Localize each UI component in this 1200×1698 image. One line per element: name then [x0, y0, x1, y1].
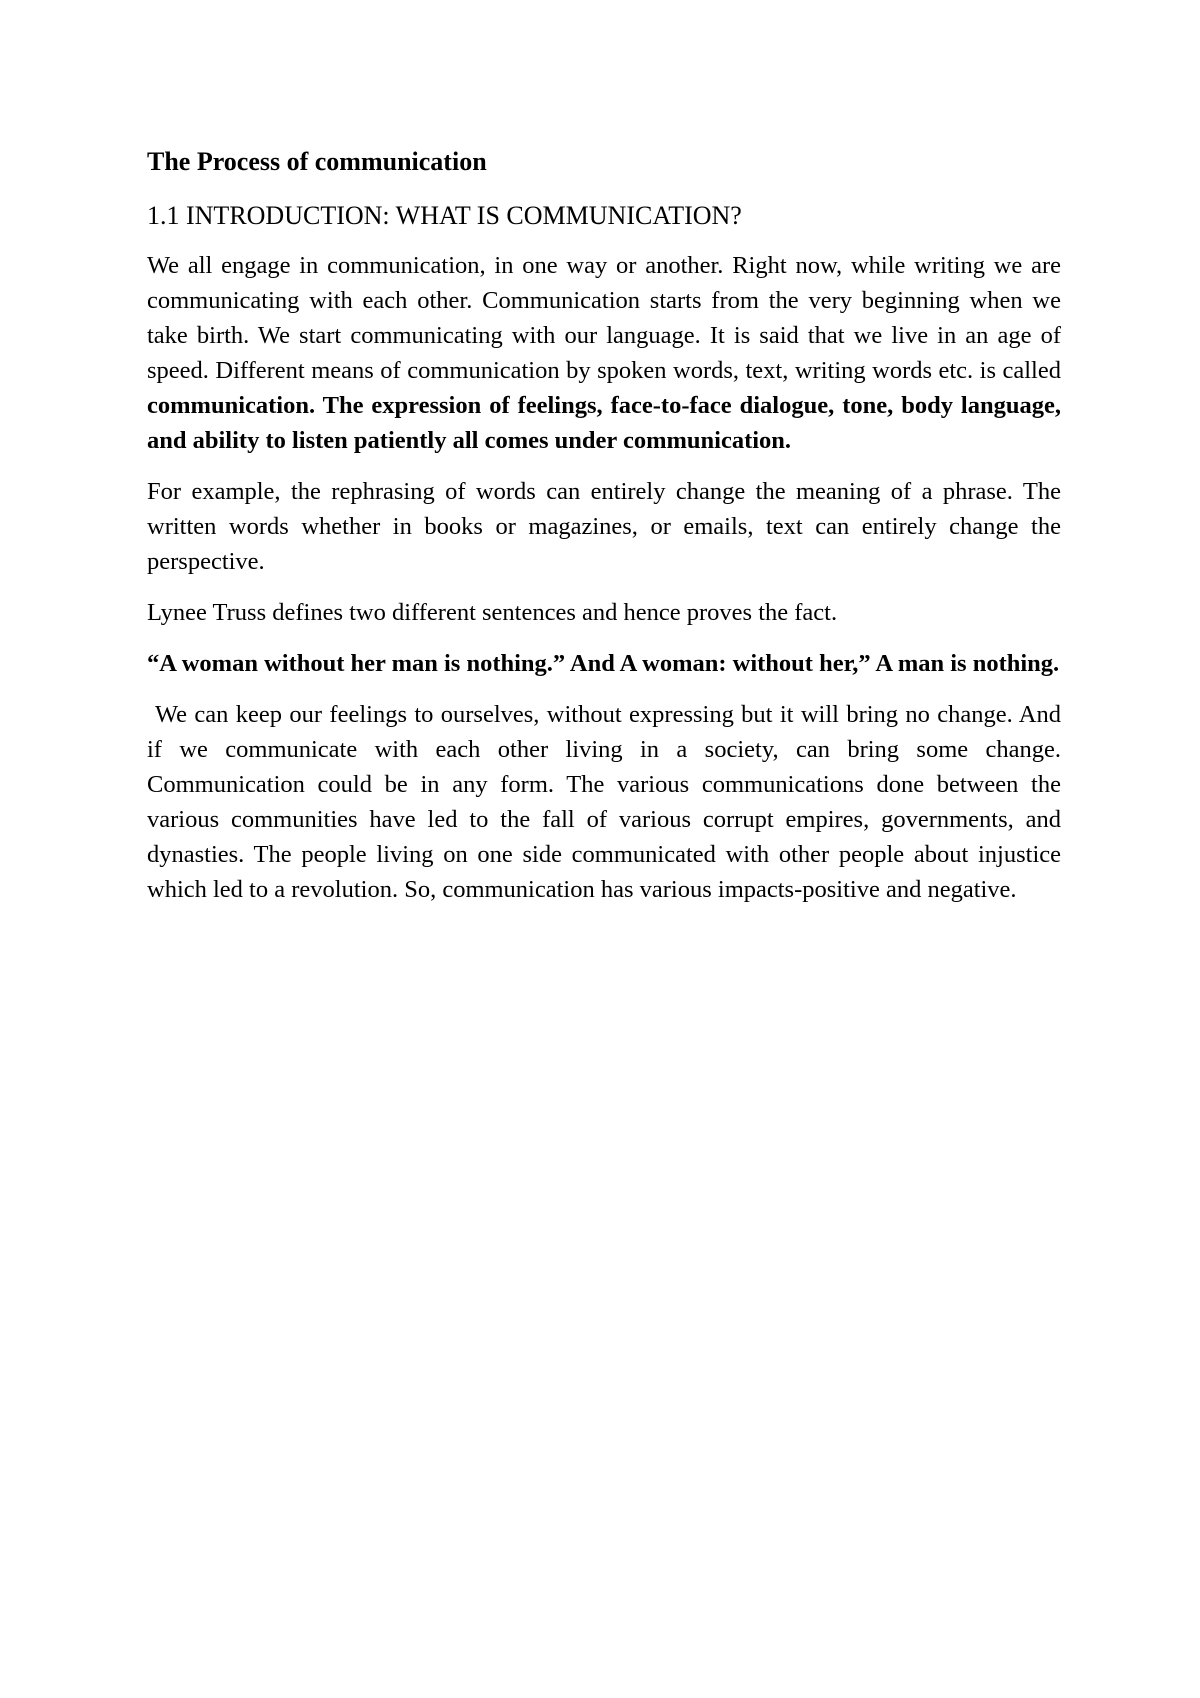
paragraph-feelings-text: We can keep our feelings to ourselves, without expressing but it will bring no change. And if we communicate with each other living in a society, can bring some change. Communication could be in any form. The various communications done between the various communities have led to the fall of various corrupt empires, governments, and dynasties. The people living on one side communicated with other people about injustice which led to a revolution. So, communication has various impacts-positive and negative.	[147, 701, 1061, 903]
document-body	[147, 142, 1061, 923]
paragraph-intro	[147, 248, 1061, 458]
quote-paragraph: “A woman without her man is nothing.” And A woman: without her,” A man is nothing.	[147, 650, 1060, 677]
paragraph-feelings	[147, 697, 1061, 907]
document-title: The Process of communication	[147, 147, 487, 176]
paragraph-intro-text: We all engage in communication, in one way or another. Right now, while writing we are communicating with each other. Communication starts from the very beginning when we take birth. We start communicating with our language. It is said that we live in an age of speed. Different means of communication by spoken words, text, writing words etc. is called	[147, 252, 1061, 384]
section-heading: 1.1 INTRODUCTION: WHAT IS COMMUNICATION?	[147, 201, 742, 230]
paragraph-lynee-truss: Lynee Truss defines two different sentences and hence proves the fact.	[147, 599, 838, 626]
paragraph-example: For example, the rephrasing of words can entirely change the meaning of a phrase. The written words whether in books or magazines, or emails, text can entirely change the perspective.	[147, 478, 1061, 575]
paragraph-intro-bold-text: communication. The expression of feelings, face-to-face dialogue, tone, body language, and ability to listen patiently all comes under communication.	[147, 392, 1061, 454]
